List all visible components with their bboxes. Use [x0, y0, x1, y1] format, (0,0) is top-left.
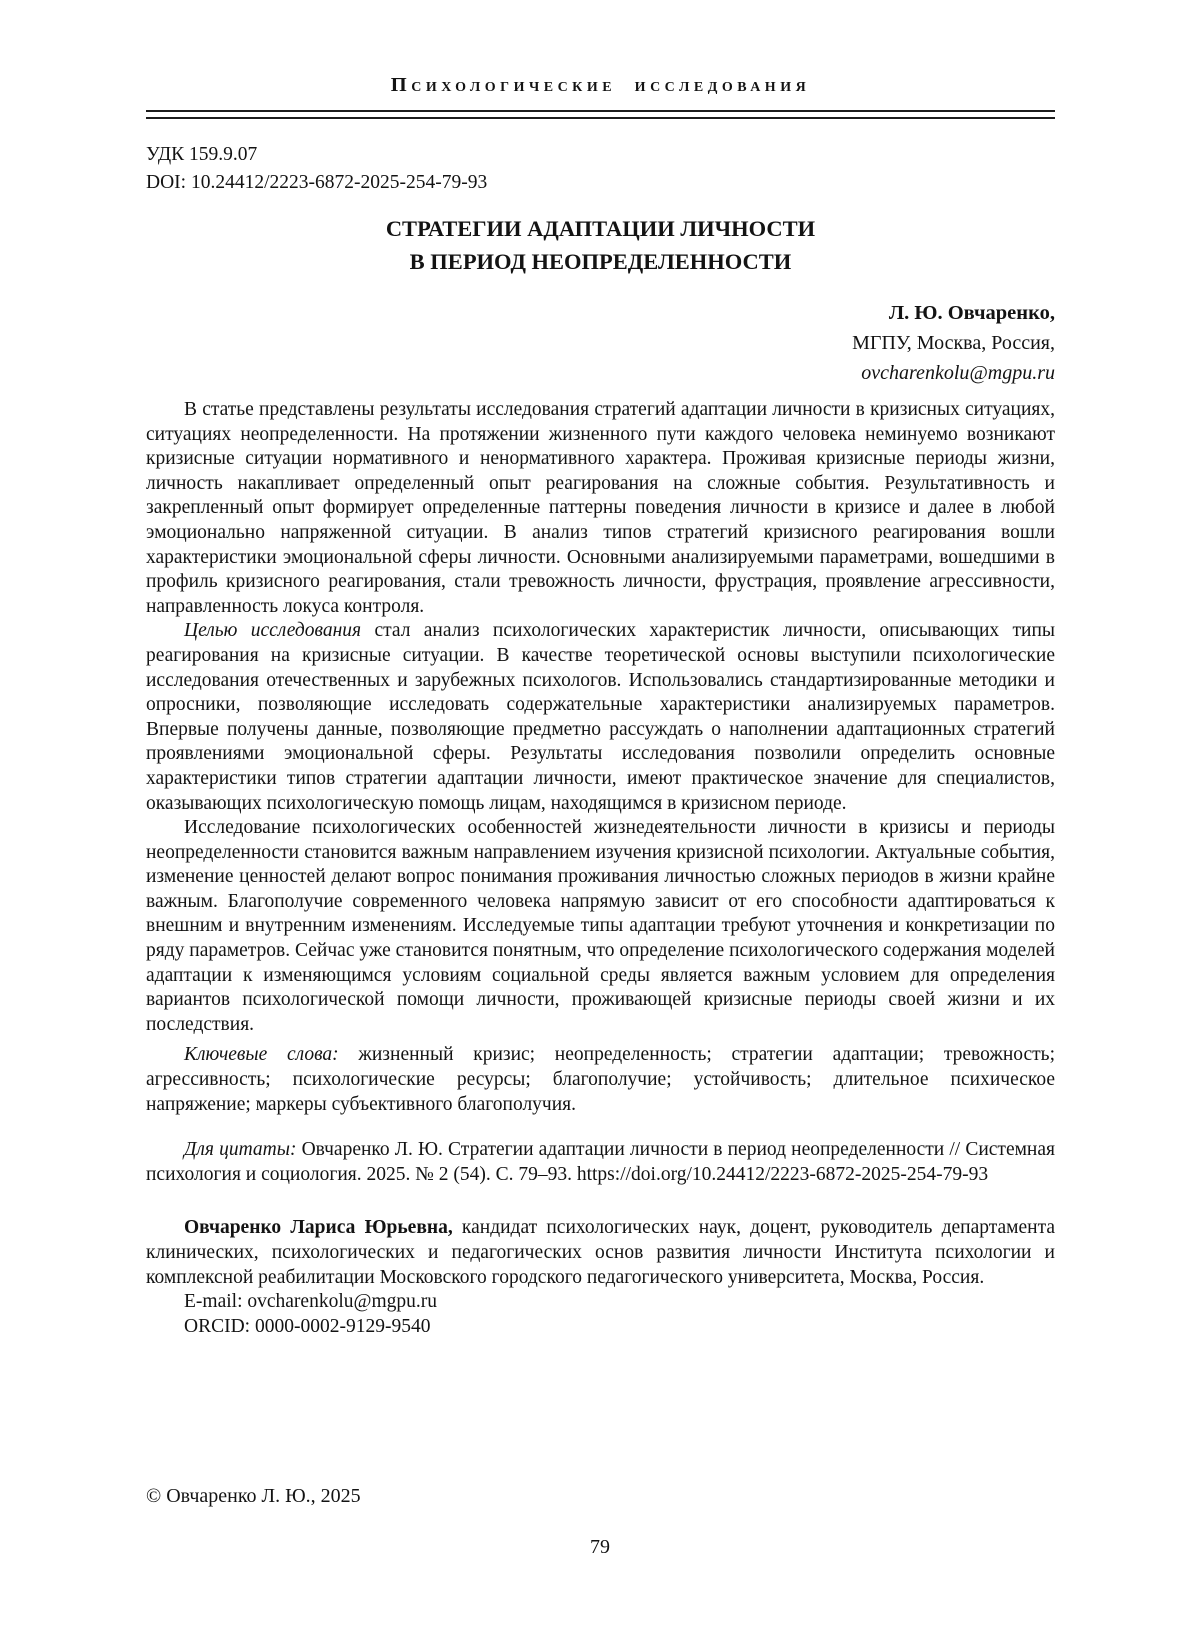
article-body	[146, 398, 1055, 1339]
author-email: ovcharenkolu@mgpu.ru	[861, 362, 1055, 384]
bio-paragraph	[146, 1216, 1055, 1290]
citation-lead: Для цитаты:	[184, 1139, 297, 1161]
abstract-paragraph-1: В статье представлены результаты исследования стратегий адаптации личности в кризисных ситуациях, ситуациях неопределенности. На протяжении жизненного пути каждого человека неминуемо возникают кризисные ситуации нормативного и ненормативного характера. Проживая кризисные периоды жизни, личность накапливает определенный опыт реагирования на сложные события. Результативность и закрепленный опыт формирует определенные паттерны поведения личности в кризисе и далее в любой эмоционально напряженной ситуации. В анализ типов стратегий кризисного реагирования вошли характеристики эмоциональной сферы личности. Основными анализируемыми параметрами, вошедшими в профиль кризисного реагирования, стали тревожность личности, фрустрация, проявление агрессивности, направленность локуса контроля.	[146, 399, 1055, 617]
paragraph-lead-goal: Целью исследования	[184, 620, 362, 642]
abstract-paragraph-3: Исследование психологических особенностей жизнедеятельности личности в кризисы и периоды неопределенности становится важным направлением изучения кризисной психологии. Актуальные события, изменение ценностей делают вопрос понимания проживания личностью сложных периодов в жизни крайне важным. Благополучие современного человека напрямую зависит от его способности адаптироваться к внешним и внутренним изменениям. Исследуемые типы адаптации требуют уточнения и конкретизации по ряду параметров. Сейчас уже становится понятным, что определение психологического содержания моделей адаптации к изменяющимся условиям социальной среды является важным условием для определения вариантов психологической помощи личности, проживающей кризисные периоды своей жизни и их последствия.	[146, 817, 1055, 1035]
article-title-line1: СТРАТЕГИИ АДАПТАЦИИ ЛИЧНОСТИ	[385, 216, 816, 241]
email-line: E-mail: ovcharenkolu@mgpu.ru	[184, 1291, 437, 1313]
author-block	[146, 298, 1055, 388]
article-title	[146, 212, 1055, 278]
citation-paragraph	[146, 1138, 1055, 1187]
abstract-paragraph-2	[146, 619, 1055, 816]
paragraph-text: стал анализ психологических характеристик личности, описывающих типы реагирования на кризисные ситуации. В качестве теоретической основы выступили психологические исследования отечественных и зарубежных психологов. Использовались стандартизированные методики и опросники, позволяющие исследовать содержательные характеристики анализируемых параметров. Впервые получены данные, позволяющие предметно рассуждать о наполнении адаптационных стратегий проявлениями эмоциональной сферы. Результаты исследования позволили определить основные характеристики типов стратегии адаптации личности, имеют практическое значение для специалистов, оказывающих психологическую помощь лицам, находящимся в кризисном периоде.	[146, 620, 1056, 814]
citation-text: Овчаренко Л. Ю. Стратегии адаптации личности в период неопределенности // Системная психология и социология. 2025. № 2 (54). С. 79–93. https://doi.org/10.24412/2223-6872-2025-254-79-93	[146, 1139, 1055, 1185]
author-name: Л. Ю. Овчаренко,	[888, 302, 1055, 324]
running-head: Психологические исследования	[390, 74, 811, 96]
doi-line: DOI: 10.24412/2223-6872-2025-254-79-93	[146, 171, 488, 193]
author-affiliation: МГПУ, Москва, Россия,	[852, 332, 1055, 354]
article-title-line2: В ПЕРИОД НЕОПРЕДЕЛЕННОСТИ	[409, 249, 792, 274]
keywords-text: жизненный кризис; неопределенность; стратегии адаптации; тревожность; агрессивность; психологические ресурсы; благополучие; устойчивость; длительное психическое напряжение; маркеры субъективного благополучия.	[146, 1044, 1055, 1115]
keywords-lead: Ключевые слова:	[184, 1044, 339, 1066]
header-double-rule	[146, 110, 1055, 119]
bio-text: кандидат психологических наук, доцент, руководитель департамента клинических, психологических и педагогических основ развития личности Института психологии и комплексной реабилитации Московского городского педагогического университета, Москва, Россия.	[146, 1217, 1055, 1288]
orcid-line: ORCID: 0000-0002-9129-9540	[184, 1315, 431, 1337]
page-content	[146, 74, 1055, 1339]
article-meta	[146, 141, 1055, 196]
keywords-paragraph	[146, 1043, 1055, 1117]
copyright-notice: © Овчаренко Л. Ю., 2025	[146, 1485, 361, 1507]
page-number: 79	[590, 1536, 610, 1558]
udc-line: УДК 159.9.07	[146, 144, 258, 165]
bio-author-name: Овчаренко Лариса Юрьевна,	[184, 1217, 453, 1239]
